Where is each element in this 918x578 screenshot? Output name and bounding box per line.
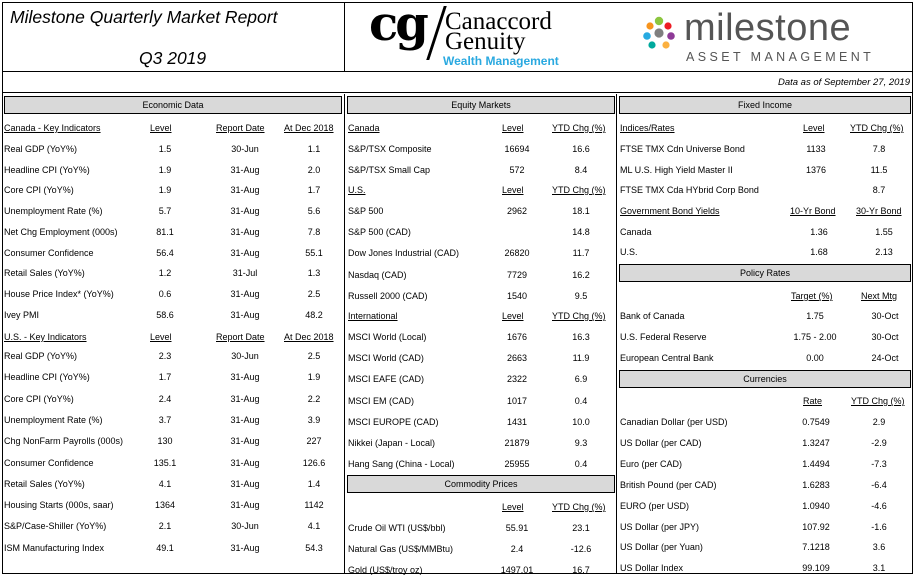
row-value: 9.5	[574, 290, 588, 301]
row-label: S&P 500	[348, 206, 384, 216]
row-value: 54.3	[305, 542, 323, 553]
row-value: 7.8	[307, 226, 321, 237]
row-label: Natural Gas (US$/MMBtu)	[348, 544, 454, 554]
row-value: 30-Jun	[231, 351, 259, 361]
policy-rates-header: Policy Rates	[619, 264, 911, 282]
row-label: ML U.S. High Yield Master II	[620, 164, 733, 175]
row-value: 16.3	[572, 332, 590, 342]
row-value: -4.6	[871, 500, 887, 511]
row-label: Real GDP (YoY%)	[4, 351, 78, 361]
row-value: 31-Aug	[230, 478, 260, 489]
row-label: European Central Bank	[620, 353, 714, 363]
row-label: Retail Sales (YoY%)	[4, 478, 85, 489]
row-value: 130	[157, 436, 173, 447]
row-value: 16.2	[572, 269, 590, 280]
row-value: 1376	[805, 164, 827, 175]
column-header: At Dec 2018	[284, 332, 334, 342]
row-label: Unemployment Rate (%)	[4, 414, 103, 425]
row-label: EURO (per USD)	[620, 500, 690, 511]
row-label: Housing Starts (000s, saar)	[4, 500, 114, 511]
column-header: 10-Yr Bond	[790, 206, 836, 216]
row-value: 5.6	[307, 206, 321, 217]
column-header: Level	[502, 185, 524, 195]
row-label: US Dollar Index	[620, 563, 684, 574]
row-value: 58.6	[156, 309, 174, 320]
row-value: 23.1	[572, 523, 590, 533]
row-label: ISM Manufacturing Index	[4, 542, 105, 553]
row-label: Nikkei (Japan - Local)	[348, 438, 436, 448]
row-value: 7729	[506, 269, 528, 280]
row-value: 31-Aug	[230, 185, 260, 196]
column-header: U.S.	[348, 185, 366, 195]
row-value: 2.1	[158, 521, 172, 532]
row-value: 0.7549	[802, 417, 830, 427]
row-value: 21879	[504, 438, 530, 448]
row-label: Core CPI (YoY%)	[4, 393, 74, 404]
row-label: Russell 2000 (CAD)	[348, 290, 428, 301]
row-value: 2.5	[307, 288, 321, 299]
cg-logo-mark: cg	[369, 0, 426, 52]
cg-logo-name-line1: Canaccord	[445, 8, 552, 35]
row-value: 1.0940	[802, 500, 830, 511]
row-label: Unemployment Rate (%)	[4, 206, 103, 217]
row-value: 30-Jun	[231, 144, 259, 154]
row-value: 1.75 - 2.00	[793, 332, 837, 342]
row-value: 1.1	[307, 144, 321, 154]
header-divider	[2, 71, 913, 72]
row-value: 1676	[506, 332, 528, 342]
row-value: 107.92	[802, 521, 830, 532]
row-value: -1.6	[871, 521, 887, 532]
row-label: US Dollar (per JPY)	[620, 521, 700, 532]
row-value: 4.1	[158, 478, 172, 489]
row-value: 2.9	[872, 417, 886, 427]
row-value: 8.7	[872, 185, 886, 196]
row-label: U.S. Federal Reserve	[620, 332, 707, 342]
row-value: 10.0	[572, 416, 590, 427]
fixed-income-header: Fixed Income	[619, 96, 911, 114]
row-value: 1.68	[810, 246, 828, 257]
row-value: 31-Aug	[230, 247, 260, 258]
row-value: 0.4	[574, 459, 588, 470]
row-label: S&P/TSX Small Cap	[348, 164, 431, 175]
row-value: 31-Aug	[230, 542, 260, 553]
row-value: 1.3	[307, 268, 321, 279]
cg-logo-slash	[426, 6, 447, 60]
row-value: 31-Aug	[230, 393, 260, 404]
row-label: Real GDP (YoY%)	[4, 144, 78, 154]
row-label: Crude Oil WTI (US$/bbl)	[348, 523, 446, 533]
row-label: MSCI World (Local)	[348, 332, 427, 342]
row-value: 1431	[506, 416, 528, 427]
row-value: 31-Aug	[230, 414, 260, 425]
row-label: S&P/Case-Shiller (YoY%)	[4, 521, 107, 532]
milestone-logo-name: milestone	[684, 7, 852, 49]
row-value: 11.7	[572, 248, 590, 259]
row-value: 31-Aug	[230, 288, 260, 299]
row-value: 2962	[506, 206, 528, 216]
row-label: FTSE TMX Cdn Universe Bond	[620, 144, 745, 154]
commodity-prices-header: Commodity Prices	[347, 475, 615, 493]
milestone-dots-icon	[642, 16, 676, 50]
column-header: YTD Chg (%)	[552, 185, 606, 195]
column-header: Level	[502, 311, 524, 321]
row-label: MSCI World (CAD)	[348, 353, 424, 364]
row-value: 1540	[506, 290, 528, 301]
row-value: 31-Aug	[230, 226, 260, 237]
row-label: US Dollar (per CAD)	[620, 437, 702, 448]
row-label: S&P 500 (CAD)	[348, 227, 411, 238]
row-value: 1.36	[810, 227, 828, 237]
economic-data-header: Economic Data	[4, 96, 342, 114]
row-label: Gold (US$/troy oz)	[348, 565, 423, 575]
row-label: Headline CPI (YoY%)	[4, 372, 90, 383]
column-header: YTD Chg (%)	[851, 396, 905, 406]
currencies-header: Currencies	[619, 370, 911, 388]
row-value: 31-Aug	[230, 372, 260, 383]
as-of-divider	[2, 92, 913, 93]
row-value: 49.1	[156, 542, 174, 553]
row-value: 14.8	[572, 227, 590, 238]
column-header: Report Date	[216, 123, 265, 133]
row-value: 1142	[304, 500, 324, 511]
row-value: 16.6	[572, 144, 590, 154]
row-value: 2.0	[307, 164, 321, 175]
row-label: British Pound (per CAD)	[620, 479, 717, 490]
row-value: 56.4	[156, 247, 174, 258]
row-value: 1133	[806, 144, 826, 154]
column-header: Target (%)	[791, 291, 833, 301]
row-value: 55.1	[305, 247, 323, 258]
equity-markets-header: Equity Markets	[347, 96, 615, 114]
row-value: 2.13	[875, 246, 893, 257]
row-label: MSCI EAFE (CAD)	[348, 374, 425, 385]
row-value: 126.6	[302, 457, 326, 468]
row-value: 2322	[506, 374, 528, 385]
row-value: 0.00	[806, 353, 824, 363]
row-value: 2663	[506, 353, 528, 364]
milestone-logo	[640, 7, 910, 68]
column-header: Canada - Key Indicators	[4, 123, 101, 133]
row-value: 1497.01	[500, 565, 534, 575]
row-value: 31-Jul	[232, 268, 258, 279]
canaccord-logo	[363, 0, 603, 68]
header-title-block	[2, 2, 345, 71]
row-value: 1.3247	[802, 437, 830, 448]
data-as-of-note: Data as of September 27, 2019	[777, 77, 910, 88]
row-value: 99.109	[802, 563, 830, 574]
column-header: Level	[502, 123, 524, 133]
cg-logo-tagline: Wealth Management	[443, 54, 559, 68]
column-header: YTD Chg (%)	[552, 311, 606, 321]
row-label: Net Chg Employment (000s)	[4, 226, 118, 237]
row-value: 0.4	[574, 395, 588, 406]
row-value: 1.4	[307, 478, 321, 489]
row-label: Retail Sales (YoY%)	[4, 268, 85, 279]
row-value: -7.3	[871, 458, 887, 469]
column-header: YTD Chg (%)	[552, 502, 606, 512]
row-label: Bank of Canada	[620, 311, 685, 321]
row-value: 1.7	[158, 372, 172, 383]
row-value: 1.7	[307, 185, 321, 196]
column-header: YTD Chg (%)	[552, 123, 606, 133]
milestone-logo-tagline: ASSET MANAGEMENT	[686, 50, 875, 64]
column-divider-2	[616, 94, 617, 574]
column-header: Indices/Rates	[620, 123, 675, 133]
row-label: US Dollar (per Yuan)	[620, 542, 703, 553]
column-header: Level	[803, 123, 825, 133]
column-header: Level	[150, 123, 172, 133]
row-value: 1.4494	[802, 458, 830, 469]
row-value: 2.2	[307, 393, 321, 404]
row-value: 1.2	[158, 268, 172, 279]
row-value: 9.3	[574, 438, 588, 448]
row-value: 6.9	[574, 374, 588, 385]
column-header: Level	[502, 502, 524, 512]
row-value: 11.5	[870, 164, 888, 175]
row-value: 5.7	[158, 206, 172, 217]
column-header: Report Date	[216, 332, 265, 342]
row-value: 31-Aug	[230, 164, 260, 175]
row-value: 30-Oct	[871, 332, 899, 342]
row-value: 1364	[154, 500, 176, 511]
row-label: MSCI EUROPE (CAD)	[348, 416, 439, 427]
row-label: Canadian Dollar (per USD)	[620, 417, 728, 427]
row-value: 81.1	[156, 226, 174, 237]
row-value: 3.7	[158, 414, 172, 425]
row-value: 31-Aug	[230, 206, 260, 217]
row-value: 2.5	[307, 351, 321, 361]
row-value: 0.6	[158, 288, 172, 299]
column-header: Rate	[803, 396, 823, 406]
row-label: Hang Sang (China - Local)	[348, 459, 455, 470]
row-value: 24-Oct	[871, 353, 899, 363]
row-label: MSCI EM (CAD)	[348, 395, 414, 406]
row-label: Canada	[620, 227, 652, 237]
row-value: 2.4	[510, 544, 524, 554]
row-value: 1.75	[806, 311, 824, 321]
row-value: 31-Aug	[230, 436, 260, 447]
column-header: Government Bond Yields	[620, 206, 720, 216]
row-value: 1.55	[875, 227, 893, 237]
row-value: 11.9	[572, 353, 590, 364]
cg-logo-name-line2: Genuity	[445, 28, 526, 55]
row-value: 1.9	[158, 185, 172, 196]
row-value: 3.1	[872, 563, 886, 574]
row-label: U.S.	[620, 246, 638, 257]
row-value: -2.9	[871, 437, 887, 448]
row-value: 1.5	[158, 144, 172, 154]
row-value: 16694	[504, 144, 530, 154]
report-title: Milestone Quarterly Market Report	[10, 7, 278, 27]
row-value: 2.3	[158, 351, 172, 361]
row-value: 48.2	[305, 309, 323, 320]
column-header: International	[348, 311, 398, 321]
row-value: 31-Aug	[230, 500, 260, 511]
column-header: U.S. - Key Indicators	[4, 332, 87, 342]
row-value: 4.1	[307, 521, 321, 532]
row-label: Chg NonFarm Payrolls (000s)	[4, 436, 124, 447]
row-value: 1.9	[158, 164, 172, 175]
row-value: 18.1	[572, 206, 590, 216]
row-value: 16.7	[572, 565, 590, 575]
report-period: Q3 2019	[139, 48, 207, 68]
row-value: 7.8	[872, 144, 886, 154]
row-value: 31-Aug	[230, 309, 260, 320]
row-value: 30-Oct	[871, 311, 899, 321]
row-value: 2.4	[158, 393, 172, 404]
row-label: FTSE TMX Cda HYbrid Corp Bond	[620, 185, 759, 196]
row-value: 572	[509, 164, 525, 175]
row-value: 3.6	[872, 542, 886, 553]
row-label: Dow Jones Industrial (CAD)	[348, 248, 460, 259]
column-header: YTD Chg (%)	[850, 123, 904, 133]
row-value: 3.9	[307, 414, 321, 425]
row-value: 7.1218	[802, 542, 830, 553]
row-label: Nasdaq (CAD)	[348, 269, 407, 280]
row-value: 25955	[504, 459, 530, 470]
row-label: Consumer Confidence	[4, 457, 94, 468]
column-header: 30-Yr Bond	[856, 206, 902, 216]
row-label: Consumer Confidence	[4, 247, 94, 258]
row-value: 227	[306, 436, 322, 447]
row-value: 135.1	[153, 457, 177, 468]
row-value: 31-Aug	[230, 457, 260, 468]
row-value: -6.4	[871, 479, 887, 490]
column-header: Level	[150, 332, 172, 342]
row-value: -12.6	[570, 544, 592, 554]
row-value: 1017	[506, 395, 528, 406]
row-label: S&P/TSX Composite	[348, 144, 432, 154]
column-header: Canada	[348, 123, 380, 133]
row-label: House Price Index* (YoY%)	[4, 288, 114, 299]
row-label: Euro (per CAD)	[620, 458, 683, 469]
row-value: 1.6283	[802, 479, 830, 490]
row-value: 26820	[504, 248, 530, 259]
row-value: 55.91	[505, 523, 529, 533]
column-header: At Dec 2018	[284, 123, 334, 133]
row-label: Headline CPI (YoY%)	[4, 164, 90, 175]
row-value: 1.9	[307, 372, 321, 383]
row-label: Core CPI (YoY%)	[4, 185, 74, 196]
row-value: 8.4	[574, 164, 588, 175]
row-value: 30-Jun	[231, 521, 259, 532]
row-label: Ivey PMI	[4, 309, 40, 320]
column-header: Next Mtg	[861, 291, 898, 301]
